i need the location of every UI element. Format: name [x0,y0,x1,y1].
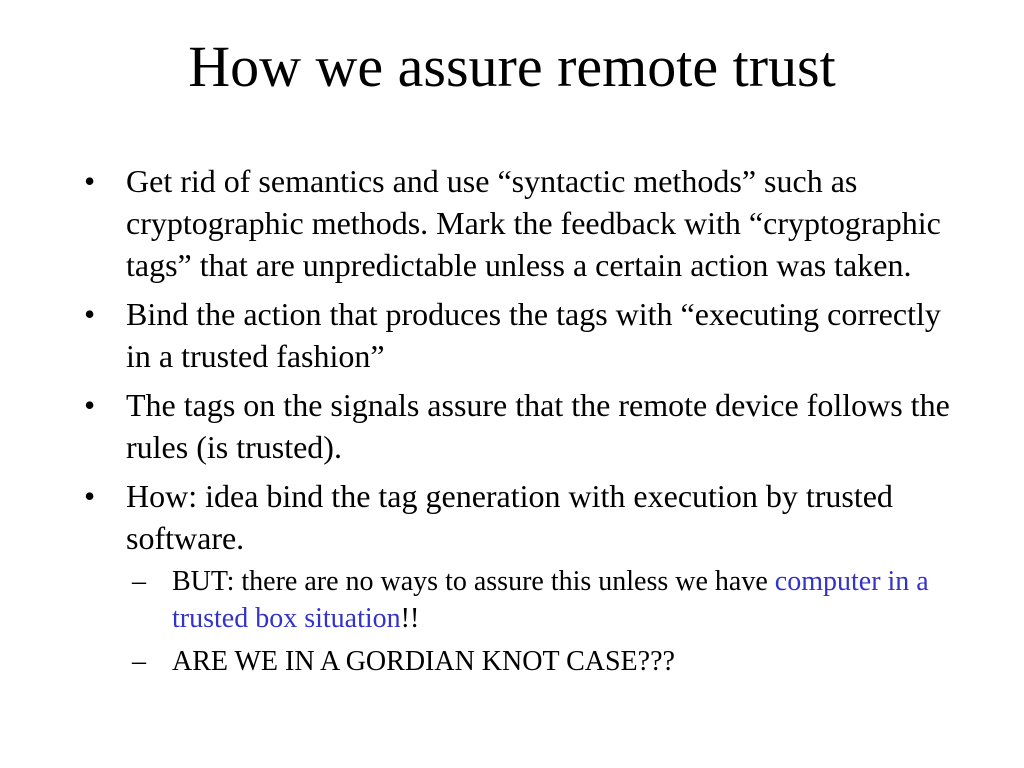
sub-bullet-text: ARE WE IN A GORDIAN KNOT CASE??? [172,646,675,677]
sub-bullet-item [126,643,964,680]
sub-bullet-marker: – [132,646,146,677]
bullet-marker: • [84,387,96,423]
sub-bullet-text-suffix: !! [400,603,420,634]
sub-bullet-list [126,563,964,680]
bullet-marker: • [84,296,96,332]
bullet-item [84,293,964,377]
highlighted-text: computer in a trusted box situation [172,566,929,634]
slide-title: How we assure remote trust [188,34,836,99]
bullet-text: Get rid of semantics and use “syntactic methods” such as cryptographic methods. Mark the feedback with “cryptographic tags” that are unpredictable unless a certain action was taken. [126,163,941,283]
sub-bullet-marker: – [132,566,146,597]
bullet-item [84,160,964,286]
bullet-text: How: idea bind the tag generation with execution by trusted software. [126,478,893,556]
bullet-text: The tags on the signals assure that the remote device follows the rules (is trusted). [126,387,950,465]
bullet-list [84,160,964,687]
sub-bullet-text: BUT: there are no ways to assure this unless we have [172,566,775,597]
bullet-item [84,384,964,468]
bullet-text: Bind the action that produces the tags with “executing correctly in a trusted fashion” [126,296,941,374]
sub-bullet-item [126,563,964,637]
bullet-marker: • [84,478,96,514]
bullet-marker: • [84,163,96,199]
bullet-item [84,475,964,680]
